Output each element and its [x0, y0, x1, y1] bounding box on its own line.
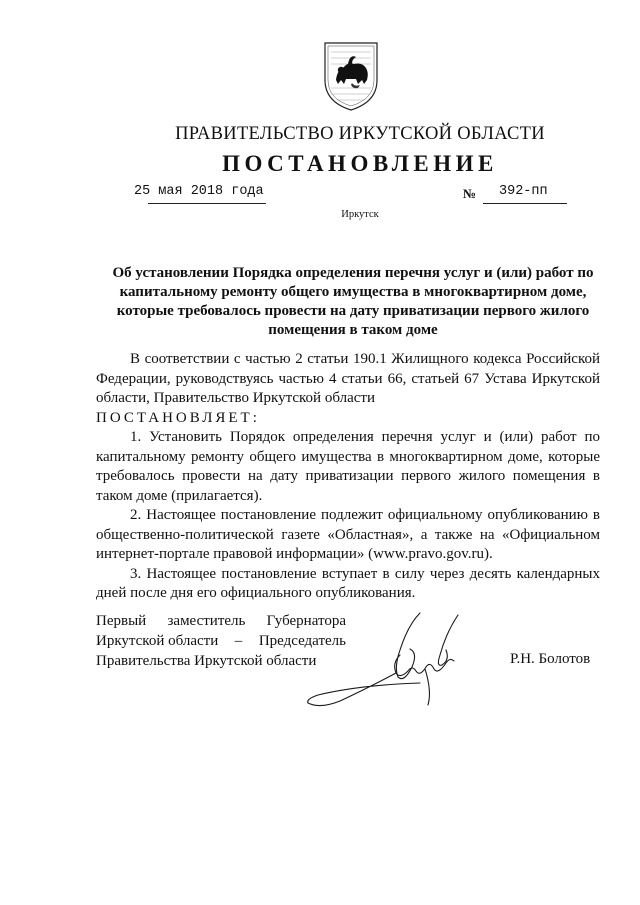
item-2-paragraph: 2. Настоящее постановление подлежит официальному опубликованию в общественно-политической газете «Областная», а также на «Официальном интернет-портале правовой информации» (www.pravo.gov.ru).	[96, 507, 600, 562]
number-sign: №	[463, 186, 477, 201]
document-date: 25 мая 2018 года	[134, 184, 264, 199]
position-dash: –	[234, 633, 243, 649]
item-1-paragraph: 1. Установить Порядок определения перечня услуг и (или) работ по капитальному ремонту общего имущества в многоквартирном доме, которые требовалось провести на дату приватизации первого жилого помещения в таком доме (прилагается).	[96, 429, 600, 504]
number-underline	[483, 203, 567, 204]
document-body	[96, 350, 600, 604]
position-line-3: Правительства Иркутской области	[96, 653, 317, 669]
item-3-paragraph: 3. Настоящее постановление вступает в силу через десять календарных дней после дня его официального опубликования.	[96, 565, 600, 601]
city-name: Иркутск	[341, 209, 379, 220]
document-title: Об установлении Порядка определения перечня услуг и (или) работ по капитальному ремонту общего имущества в многоквартирном доме, которые требовалось провести на дату приватизации первого жилого помещения в таком доме	[112, 265, 594, 338]
handwritten-signature	[300, 605, 480, 710]
coat-of-arms-icon	[322, 40, 380, 112]
resolves-heading: ПОСТАНОВЛЯЕТ:	[96, 409, 260, 426]
signatory-name: Р.Н. Болотов	[510, 651, 591, 667]
document-type: ПОСТАНОВЛЕНИЕ	[222, 151, 498, 176]
position-word-4: Иркутской области	[96, 633, 219, 649]
document-number: 392-пп	[499, 184, 548, 199]
position-word-3: Губернатора	[266, 613, 346, 629]
government-name: ПРАВИТЕЛЬСТВО ИРКУТСКОЙ ОБЛАСТИ	[175, 124, 545, 144]
position-word-1: Первый	[96, 613, 147, 629]
preamble-paragraph: В соответствии с частью 2 статьи 190.1 Жилищного кодекса Российской Федерации, руководствуясь частью 4 статьи 66, статьей 67 Устава Иркутской области, Правительство Иркутской области	[96, 351, 600, 406]
position-word-5: Председатель	[258, 633, 346, 649]
position-word-2: заместитель	[167, 613, 246, 629]
date-underline	[148, 203, 266, 204]
